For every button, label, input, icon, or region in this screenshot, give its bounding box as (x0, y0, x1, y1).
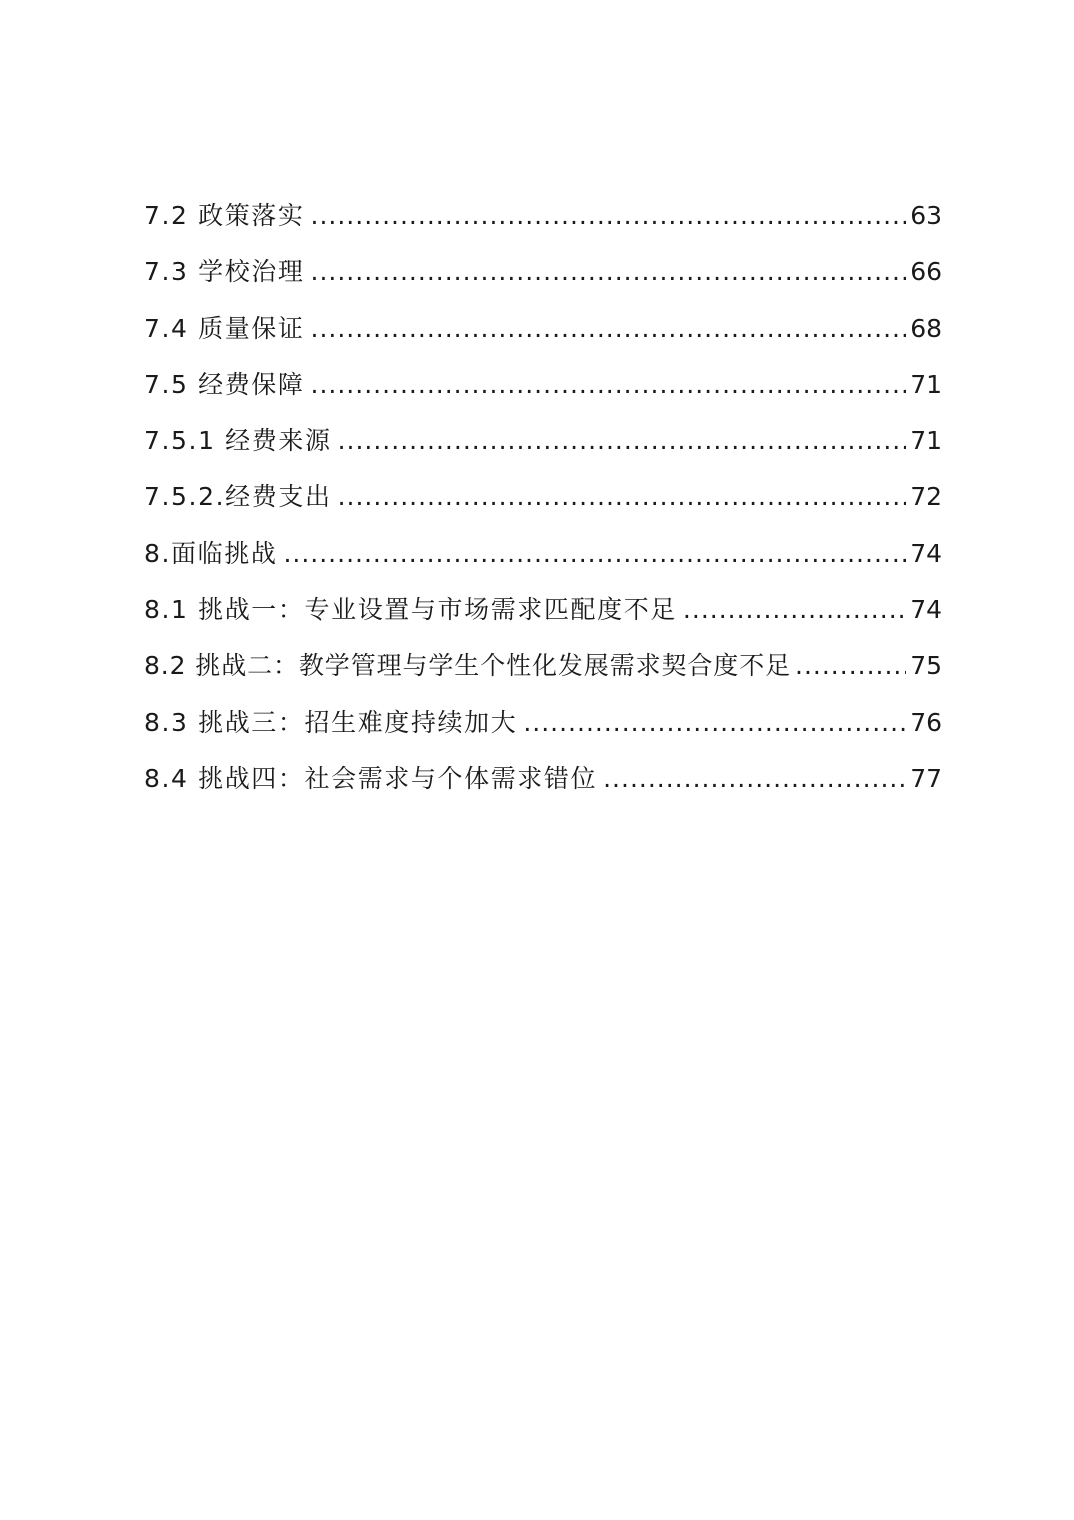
toc-entry[interactable] (144, 357, 942, 413)
toc-dot-leader (311, 357, 907, 413)
toc-entry[interactable] (144, 469, 942, 525)
toc-page-number: 71 (910, 426, 942, 456)
toc-entry[interactable] (144, 695, 942, 751)
toc-dot-leader (683, 582, 906, 638)
toc-entry-title: 8.2 挑战二：教学管理与学生个性化发展需求契合度不足 (144, 651, 792, 681)
toc-entry-title: 8.3 挑战三：招生难度持续加大 (144, 707, 518, 737)
table-of-contents (144, 188, 942, 807)
toc-page-number: 68 (910, 313, 942, 343)
toc-page-number: 66 (910, 257, 942, 287)
toc-page-number: 72 (910, 482, 942, 512)
toc-entry-title: 7.5 经费保障 (144, 369, 305, 399)
toc-entry-title: 7.5.2.经费支出 (144, 482, 332, 512)
toc-entry-title: 7.4 质量保证 (144, 313, 305, 343)
toc-entry-title: 7.3 学校治理 (144, 257, 305, 287)
toc-dot-leader (795, 638, 906, 694)
toc-entry-title: 8.1 挑战一：专业设置与市场需求匹配度不足 (144, 595, 677, 625)
toc-entry[interactable] (144, 638, 942, 694)
toc-dot-leader (283, 526, 906, 582)
toc-page-number: 71 (910, 369, 942, 399)
toc-dot-leader (311, 244, 907, 300)
toc-entry-title: 7.2 政策落实 (144, 201, 305, 230)
toc-entry[interactable] (144, 244, 942, 300)
toc-dot-leader (338, 413, 907, 469)
toc-entry[interactable] (144, 582, 942, 638)
toc-dot-leader (338, 469, 907, 525)
toc-page-number: 74 (910, 538, 942, 568)
toc-dot-leader (311, 301, 907, 357)
toc-page-number: 74 (910, 595, 942, 625)
toc-entry[interactable] (144, 751, 942, 807)
toc-dot-leader (311, 188, 907, 244)
toc-page-number: 76 (910, 707, 942, 737)
toc-dot-leader (523, 695, 906, 751)
toc-entry[interactable] (144, 413, 942, 469)
toc-page-number: 63 (910, 201, 942, 230)
toc-dot-leader (603, 751, 906, 807)
toc-entry[interactable] (144, 301, 942, 357)
toc-page-number: 75 (910, 651, 942, 681)
toc-page-number: 77 (910, 763, 942, 793)
toc-entry-title: 8.面临挑战 (144, 538, 278, 568)
toc-entry[interactable] (144, 188, 942, 244)
toc-entry[interactable] (144, 526, 942, 582)
toc-entry-title: 7.5.1 经费来源 (144, 426, 332, 456)
toc-entry-title: 8.4 挑战四：社会需求与个体需求错位 (144, 763, 598, 793)
